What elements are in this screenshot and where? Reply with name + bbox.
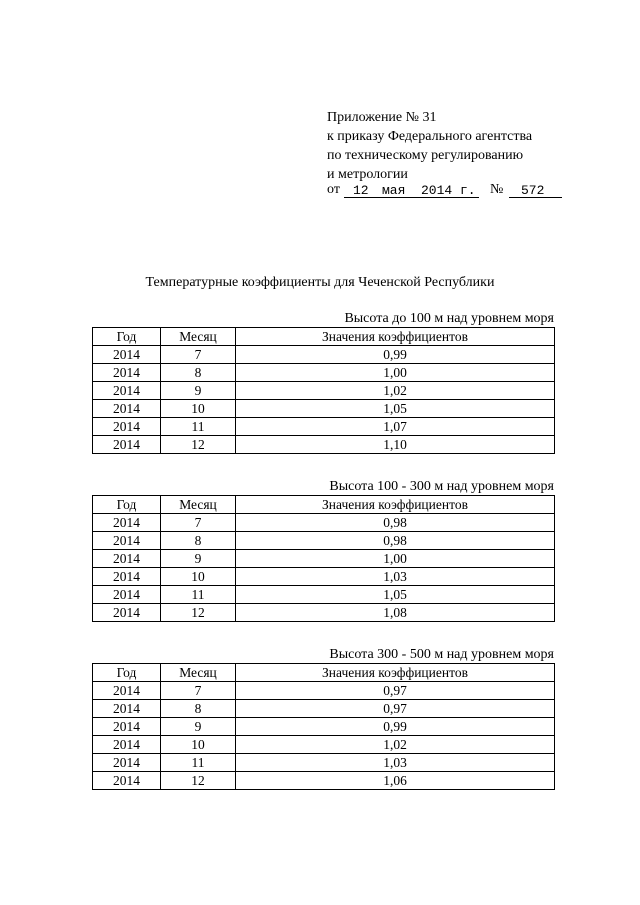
table-cell: 2014: [93, 382, 161, 400]
table-cell: 9: [161, 382, 236, 400]
column-header: Год: [93, 496, 161, 514]
order-number: 572: [521, 183, 545, 198]
column-header: Месяц: [161, 664, 236, 682]
table-cell: 9: [161, 718, 236, 736]
table-cell: 0,97: [236, 682, 555, 700]
coefficient-table: [92, 663, 555, 790]
table-row: [93, 418, 555, 436]
column-header: Значения коэффициентов: [236, 328, 555, 346]
table-row: [93, 736, 555, 754]
order-reference-line: по техническому регулированию: [327, 148, 524, 163]
table-cell: 1,03: [236, 568, 555, 586]
appendix-header: [327, 108, 587, 184]
table-cell: 11: [161, 754, 236, 772]
table-header-row: [93, 664, 555, 682]
table-row: [93, 772, 555, 790]
table-cell: 7: [161, 514, 236, 532]
table-cell: 2014: [93, 514, 161, 532]
order-day: 12: [353, 183, 369, 198]
table-row: [93, 682, 555, 700]
table-cell: 1,08: [236, 604, 555, 622]
table-cell: 2014: [93, 436, 161, 454]
table-row: [93, 436, 555, 454]
table-cell: 11: [161, 418, 236, 436]
column-header: Год: [93, 664, 161, 682]
table-cell: 1,10: [236, 436, 555, 454]
table-row: [93, 586, 555, 604]
table-row: [93, 532, 555, 550]
table-cell: 1,05: [236, 400, 555, 418]
table-cell: 12: [161, 772, 236, 790]
table-cell: 7: [161, 346, 236, 364]
table-cell: 2014: [93, 736, 161, 754]
table-caption-altitude: Высота 100 - 300 м над уровнем моря: [329, 479, 554, 494]
column-header: Значения коэффициентов: [236, 496, 555, 514]
table-cell: 2014: [93, 772, 161, 790]
table-cell: 2014: [93, 346, 161, 364]
column-header: Месяц: [161, 496, 236, 514]
table-cell: 2014: [93, 754, 161, 772]
table-cell: 12: [161, 436, 236, 454]
table-row: [93, 718, 555, 736]
table-cell: 1,00: [236, 364, 555, 382]
order-from-label: от: [327, 182, 340, 197]
table-row: [93, 514, 555, 532]
table-row: [93, 700, 555, 718]
table-cell: 11: [161, 586, 236, 604]
table-row: [93, 604, 555, 622]
table-cell: 2014: [93, 586, 161, 604]
table-cell: 0,98: [236, 532, 555, 550]
table-cell: 2014: [93, 364, 161, 382]
table-row: [93, 382, 555, 400]
table-cell: 2014: [93, 718, 161, 736]
table-cell: 8: [161, 364, 236, 382]
table-cell: 0,97: [236, 700, 555, 718]
table-cell: 2014: [93, 604, 161, 622]
table-row: [93, 754, 555, 772]
document-title: Температурные коэффициенты для Чеченской Республики: [145, 275, 495, 290]
table-header-row: [93, 496, 555, 514]
column-header: Месяц: [161, 328, 236, 346]
table-cell: 1,06: [236, 772, 555, 790]
table-cell: 2014: [93, 418, 161, 436]
order-reference-line: и метрологии: [327, 167, 408, 182]
table-cell: 7: [161, 682, 236, 700]
table-row: [93, 400, 555, 418]
table-caption-altitude: Высота до 100 м над уровнем моря: [344, 311, 554, 326]
table-cell: 0,98: [236, 514, 555, 532]
coefficient-table: [92, 327, 555, 454]
table-cell: 0,99: [236, 346, 555, 364]
table-cell: 10: [161, 568, 236, 586]
table-cell: 1,00: [236, 550, 555, 568]
order-number-label: №: [490, 182, 504, 197]
table-header-row: [93, 328, 555, 346]
table-cell: 10: [161, 736, 236, 754]
order-month: мая: [382, 183, 406, 198]
table-cell: 1,07: [236, 418, 555, 436]
table-cell: 1,05: [236, 586, 555, 604]
table-cell: 10: [161, 400, 236, 418]
table-caption-altitude: Высота 300 - 500 м над уровнем моря: [329, 647, 554, 662]
table-row: [93, 364, 555, 382]
table-cell: 8: [161, 700, 236, 718]
table-cell: 1,02: [236, 736, 555, 754]
order-year: 2014 г.: [421, 183, 476, 198]
table-row: [93, 568, 555, 586]
order-reference-line: к приказу Федерального агентства: [327, 129, 533, 144]
table-cell: 9: [161, 550, 236, 568]
order-date-number: [327, 180, 567, 200]
table-cell: 2014: [93, 550, 161, 568]
table-cell: 0,99: [236, 718, 555, 736]
table-cell: 8: [161, 532, 236, 550]
appendix-number: Приложение № 31: [327, 110, 437, 125]
table-cell: 1,03: [236, 754, 555, 772]
table-cell: 12: [161, 604, 236, 622]
table-row: [93, 346, 555, 364]
table-cell: 2014: [93, 700, 161, 718]
coefficient-table: [92, 495, 555, 622]
column-header: Год: [93, 328, 161, 346]
table-cell: 2014: [93, 532, 161, 550]
table-cell: 2014: [93, 568, 161, 586]
column-header: Значения коэффициентов: [236, 664, 555, 682]
table-cell: 2014: [93, 682, 161, 700]
table-cell: 1,02: [236, 382, 555, 400]
table-cell: 2014: [93, 400, 161, 418]
table-row: [93, 550, 555, 568]
